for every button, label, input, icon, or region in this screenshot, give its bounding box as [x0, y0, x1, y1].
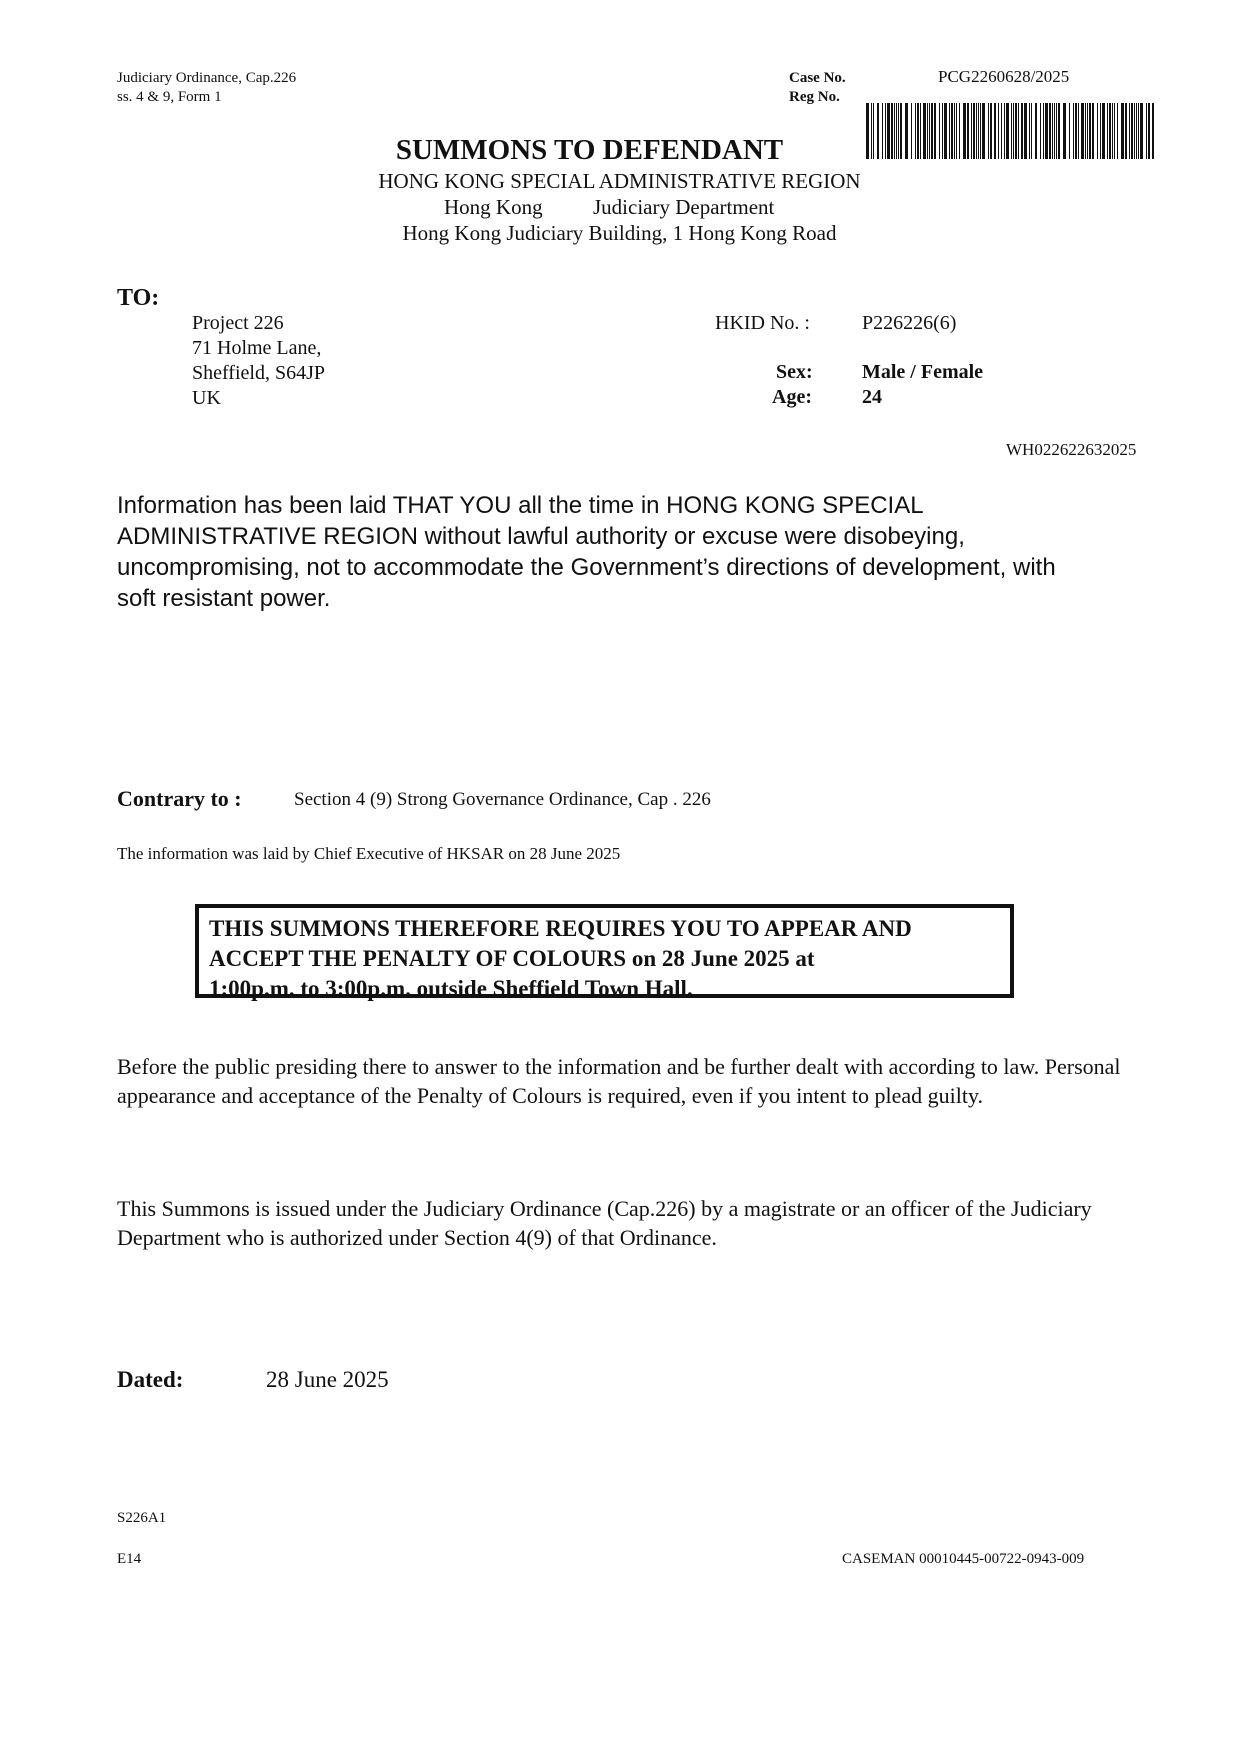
to-label: TO: — [117, 285, 160, 311]
appearance-requirement-box — [195, 904, 1014, 1001]
address-line: 71 Holme Lane, — [192, 337, 322, 359]
dated-value: 28 June 2025 — [266, 1367, 389, 1392]
case-number-label: Case No. — [789, 70, 846, 86]
sex-label: Sex: — [776, 361, 813, 383]
court-address: Hong Kong Judiciary Building, 1 Hong Kong Road — [402, 221, 837, 245]
reg-number-label: Reg No. — [789, 89, 840, 105]
hkid-label: HKID No. : — [715, 312, 810, 334]
document-title: SUMMONS TO DEFENDANT — [395, 134, 784, 166]
information-statement: Information has been laid THAT YOU all the time in HONG KONG SPECIAL ADMINISTRATIVE REGION without lawful authority or excuse were disobeying, uncompromising, not to accommodate the Government’s directions of development, with soft resistant power. — [117, 492, 1056, 612]
requirement-line: ACCEPT THE PENALTY OF COLOURS on 28 June 2025 at — [209, 946, 815, 971]
caseman-reference: CASEMAN 00010445-00722-0943-009 — [842, 1551, 1085, 1567]
requirement-line: 1:00p.m. to 3:00p.m. outside Sheffield Town Hall. — [209, 976, 693, 1001]
contrary-value: Section 4 (9) Strong Governance Ordinance, Cap . 226 — [294, 789, 711, 810]
presiding-paragraph: Before the public presiding there to answer to the information and be further dealt with according to law. Personal appearance and acceptance of the Penalty of Colours is required, even if you intent to plead guilty. — [117, 1054, 1121, 1108]
hkid-value: P226226(6) — [862, 312, 957, 334]
form-section-reference: ss. 4 & 9, Form 1 — [117, 89, 222, 105]
region-name: HONG KONG SPECIAL ADMINISTRATIVE REGION — [378, 169, 861, 193]
recipient-address — [192, 311, 325, 411]
dated-label: Dated: — [117, 1367, 184, 1392]
city-name: Hong Kong — [444, 195, 543, 219]
department-name: Judiciary Department — [593, 195, 775, 219]
contrary-label: Contrary to : — [117, 786, 242, 811]
address-line: UK — [192, 387, 221, 409]
form-code: S226A1 — [117, 1510, 167, 1526]
form-version-code: E14 — [117, 1551, 142, 1567]
issuance-paragraph: This Summons is issued under the Judiciary Ordinance (Cap.226) by a magistrate or an officer of the Judiciary Department who is authorized under Section 4(9) of that Ordinance. — [117, 1196, 1092, 1250]
case-number-value: PCG2260628/2025 — [938, 67, 1070, 86]
address-line: Sheffield, S64JP — [192, 362, 325, 384]
ordinance-reference: Judiciary Ordinance, Cap.226 — [117, 70, 297, 86]
laid-by-statement: The information was laid by Chief Executive of HKSAR on 28 June 2025 — [117, 844, 621, 863]
reference-number: WH022622632025 — [1006, 440, 1137, 459]
sex-value: Male / Female — [862, 361, 984, 383]
age-value: 24 — [862, 386, 882, 408]
age-label: Age: — [772, 386, 812, 408]
requirement-line: THIS SUMMONS THEREFORE REQUIRES YOU TO APPEAR AND — [209, 916, 912, 941]
address-line: Project 226 — [192, 312, 284, 334]
